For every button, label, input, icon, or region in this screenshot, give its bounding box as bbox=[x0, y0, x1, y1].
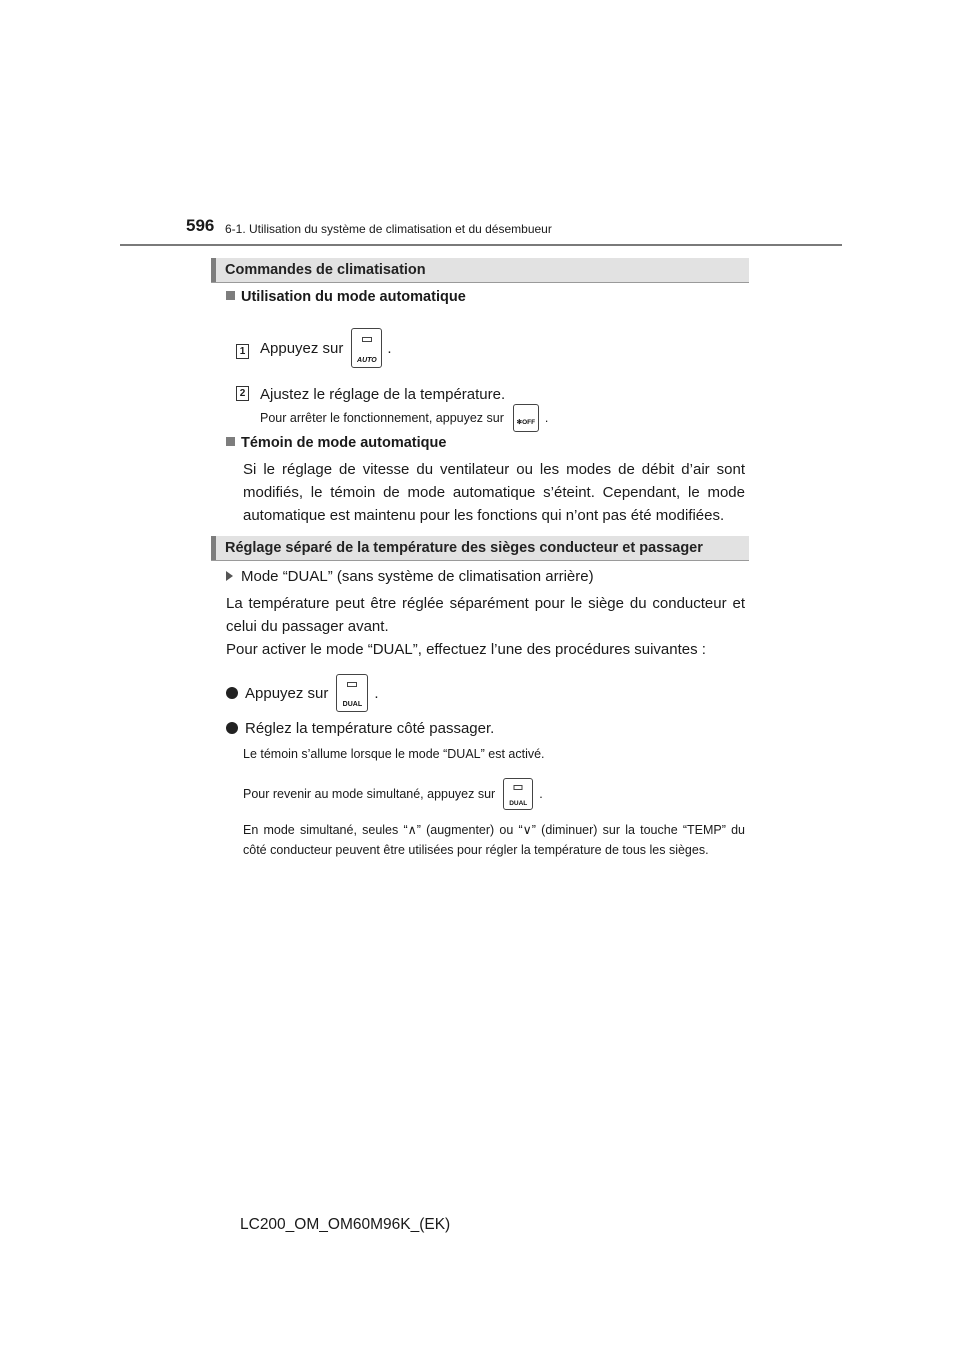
page-number: 596 bbox=[186, 216, 215, 235]
header-divider bbox=[120, 244, 842, 246]
dual-button-icon: DUAL bbox=[336, 674, 368, 712]
step-number-2: 2 bbox=[236, 386, 249, 401]
note-return-simultaneous bbox=[243, 778, 543, 810]
subheading-mode-automatique bbox=[226, 289, 466, 305]
section-heading-reglage-separe bbox=[211, 536, 749, 561]
dual-button-icon: DUAL bbox=[503, 778, 533, 810]
off-note-text: Pour arrêter le fonctionnement, appuyez sur bbox=[260, 411, 504, 425]
section-title: Réglage séparé de la température des sièges conducteur et passager bbox=[225, 540, 703, 556]
subheading-text: Témoin de mode automatique bbox=[241, 435, 447, 451]
off-button-icon: ✻OFF bbox=[513, 404, 539, 432]
subheading-text: Utilisation du mode automatique bbox=[241, 289, 466, 305]
note-text: Pour revenir au mode simultané, appuyez sur bbox=[243, 787, 496, 801]
step-1-text: Appuyez sur bbox=[260, 339, 344, 357]
bullet-text: Appuyez sur bbox=[245, 684, 329, 702]
note-simultaneous-mode: En mode simultané, seules “∧” (augmenter) ou “∨” (diminuer) sur la touche “TEMP” du côté conducteur peuvent être utilisées pour régler la température de tous les sièges. bbox=[243, 823, 745, 857]
round-bullet-icon bbox=[226, 722, 238, 734]
square-bullet-icon bbox=[226, 291, 235, 300]
bullet-period: . bbox=[374, 684, 379, 702]
section-accent bbox=[211, 258, 216, 282]
off-note bbox=[260, 403, 548, 433]
step-1-period: . bbox=[387, 339, 392, 357]
temperature-paragraph: La température peut être réglée séparément pour le siège du conducteur et celui du passager avant. bbox=[226, 595, 745, 635]
square-bullet-icon bbox=[226, 437, 235, 446]
off-note-period: . bbox=[544, 411, 549, 425]
temoin-paragraph: Si le réglage de vitesse du ventilateur ou les modes de débit d’air sont modifiés, le témoin de mode automatique s’éteint. Cependant, le mode automatique est maintenu pour les fonctions qui n’ont pas été modifiées. bbox=[243, 461, 745, 524]
bullet-press-dual bbox=[226, 673, 379, 713]
step-2-text: Ajustez le réglage de la température. bbox=[260, 386, 506, 403]
subheading-temoin bbox=[226, 435, 446, 451]
chapter-title: 6-1. Utilisation du système de climatisation et du désembueur bbox=[225, 222, 552, 236]
step-number-1: 1 bbox=[236, 344, 249, 359]
dual-mode-heading bbox=[226, 565, 594, 588]
step-1 bbox=[260, 328, 392, 368]
round-bullet-icon bbox=[226, 687, 238, 699]
document-code: LC200_OM_OM60M96K_(EK) bbox=[240, 1216, 451, 1233]
note-indicator: Le témoin s’allume lorsque le mode “DUAL” est activé. bbox=[243, 747, 545, 761]
auto-button-icon: AUTO bbox=[351, 328, 382, 368]
section-heading-commandes bbox=[211, 258, 749, 283]
note-period: . bbox=[539, 787, 543, 801]
bullet-text: Réglez la température côté passager. bbox=[245, 720, 495, 737]
bullet-passenger-temp bbox=[226, 717, 494, 740]
triangle-arrow-icon bbox=[226, 571, 233, 581]
dual-mode-text: Mode “DUAL” (sans système de climatisation arrière) bbox=[241, 568, 594, 585]
section-title: Commandes de climatisation bbox=[225, 262, 426, 278]
section-accent bbox=[211, 536, 216, 560]
activation-paragraph: Pour activer le mode “DUAL”, effectuez l’une des procédures suivantes : bbox=[226, 641, 706, 658]
